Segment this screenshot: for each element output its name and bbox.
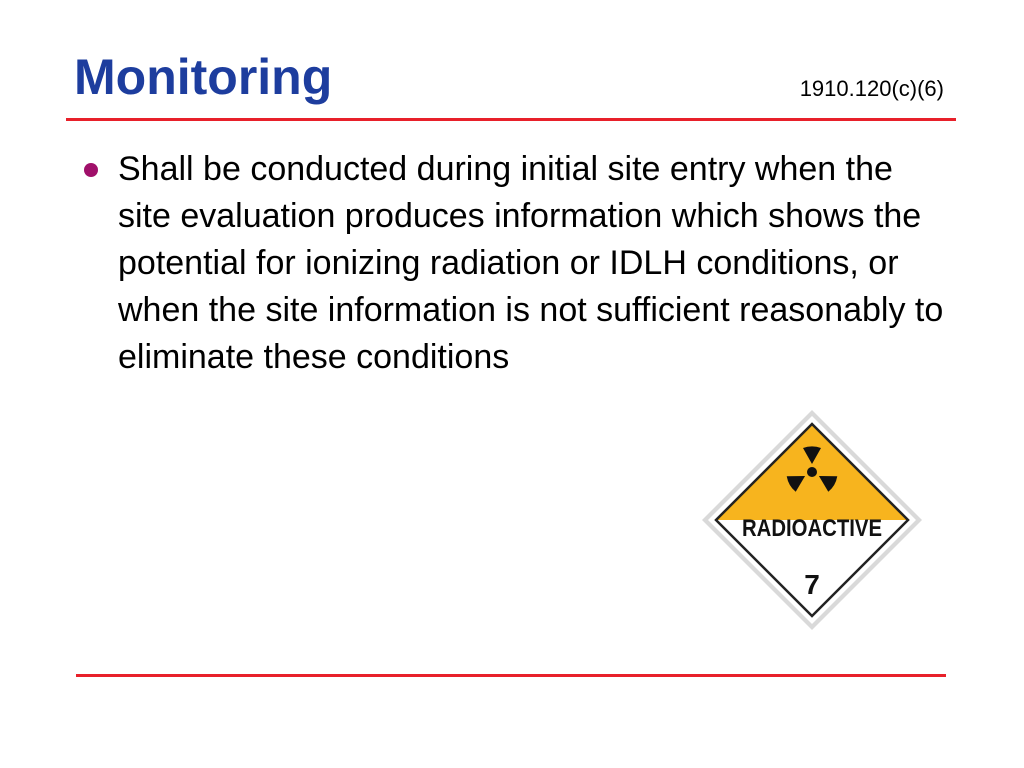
- bullet-text: Shall be conducted during initial site entry when the site evaluation produces information which shows the potential for ionizing radiation or IDLH conditions, or when the site information is not sufficient reasonably to eliminate these conditions: [118, 150, 944, 376]
- placard-label: RADIOACTIVE: [742, 515, 882, 542]
- bullet-dot-icon: [84, 163, 98, 177]
- bullet-list: [84, 146, 954, 381]
- placard-class-number: 7: [804, 569, 820, 600]
- slide-title: Monitoring: [74, 49, 333, 105]
- bullet-item: [84, 146, 954, 381]
- footer-divider: [76, 674, 946, 677]
- radioactive-placard: [700, 408, 924, 632]
- title-divider: [66, 118, 956, 121]
- regulation-reference: 1910.120(c)(6): [799, 76, 944, 101]
